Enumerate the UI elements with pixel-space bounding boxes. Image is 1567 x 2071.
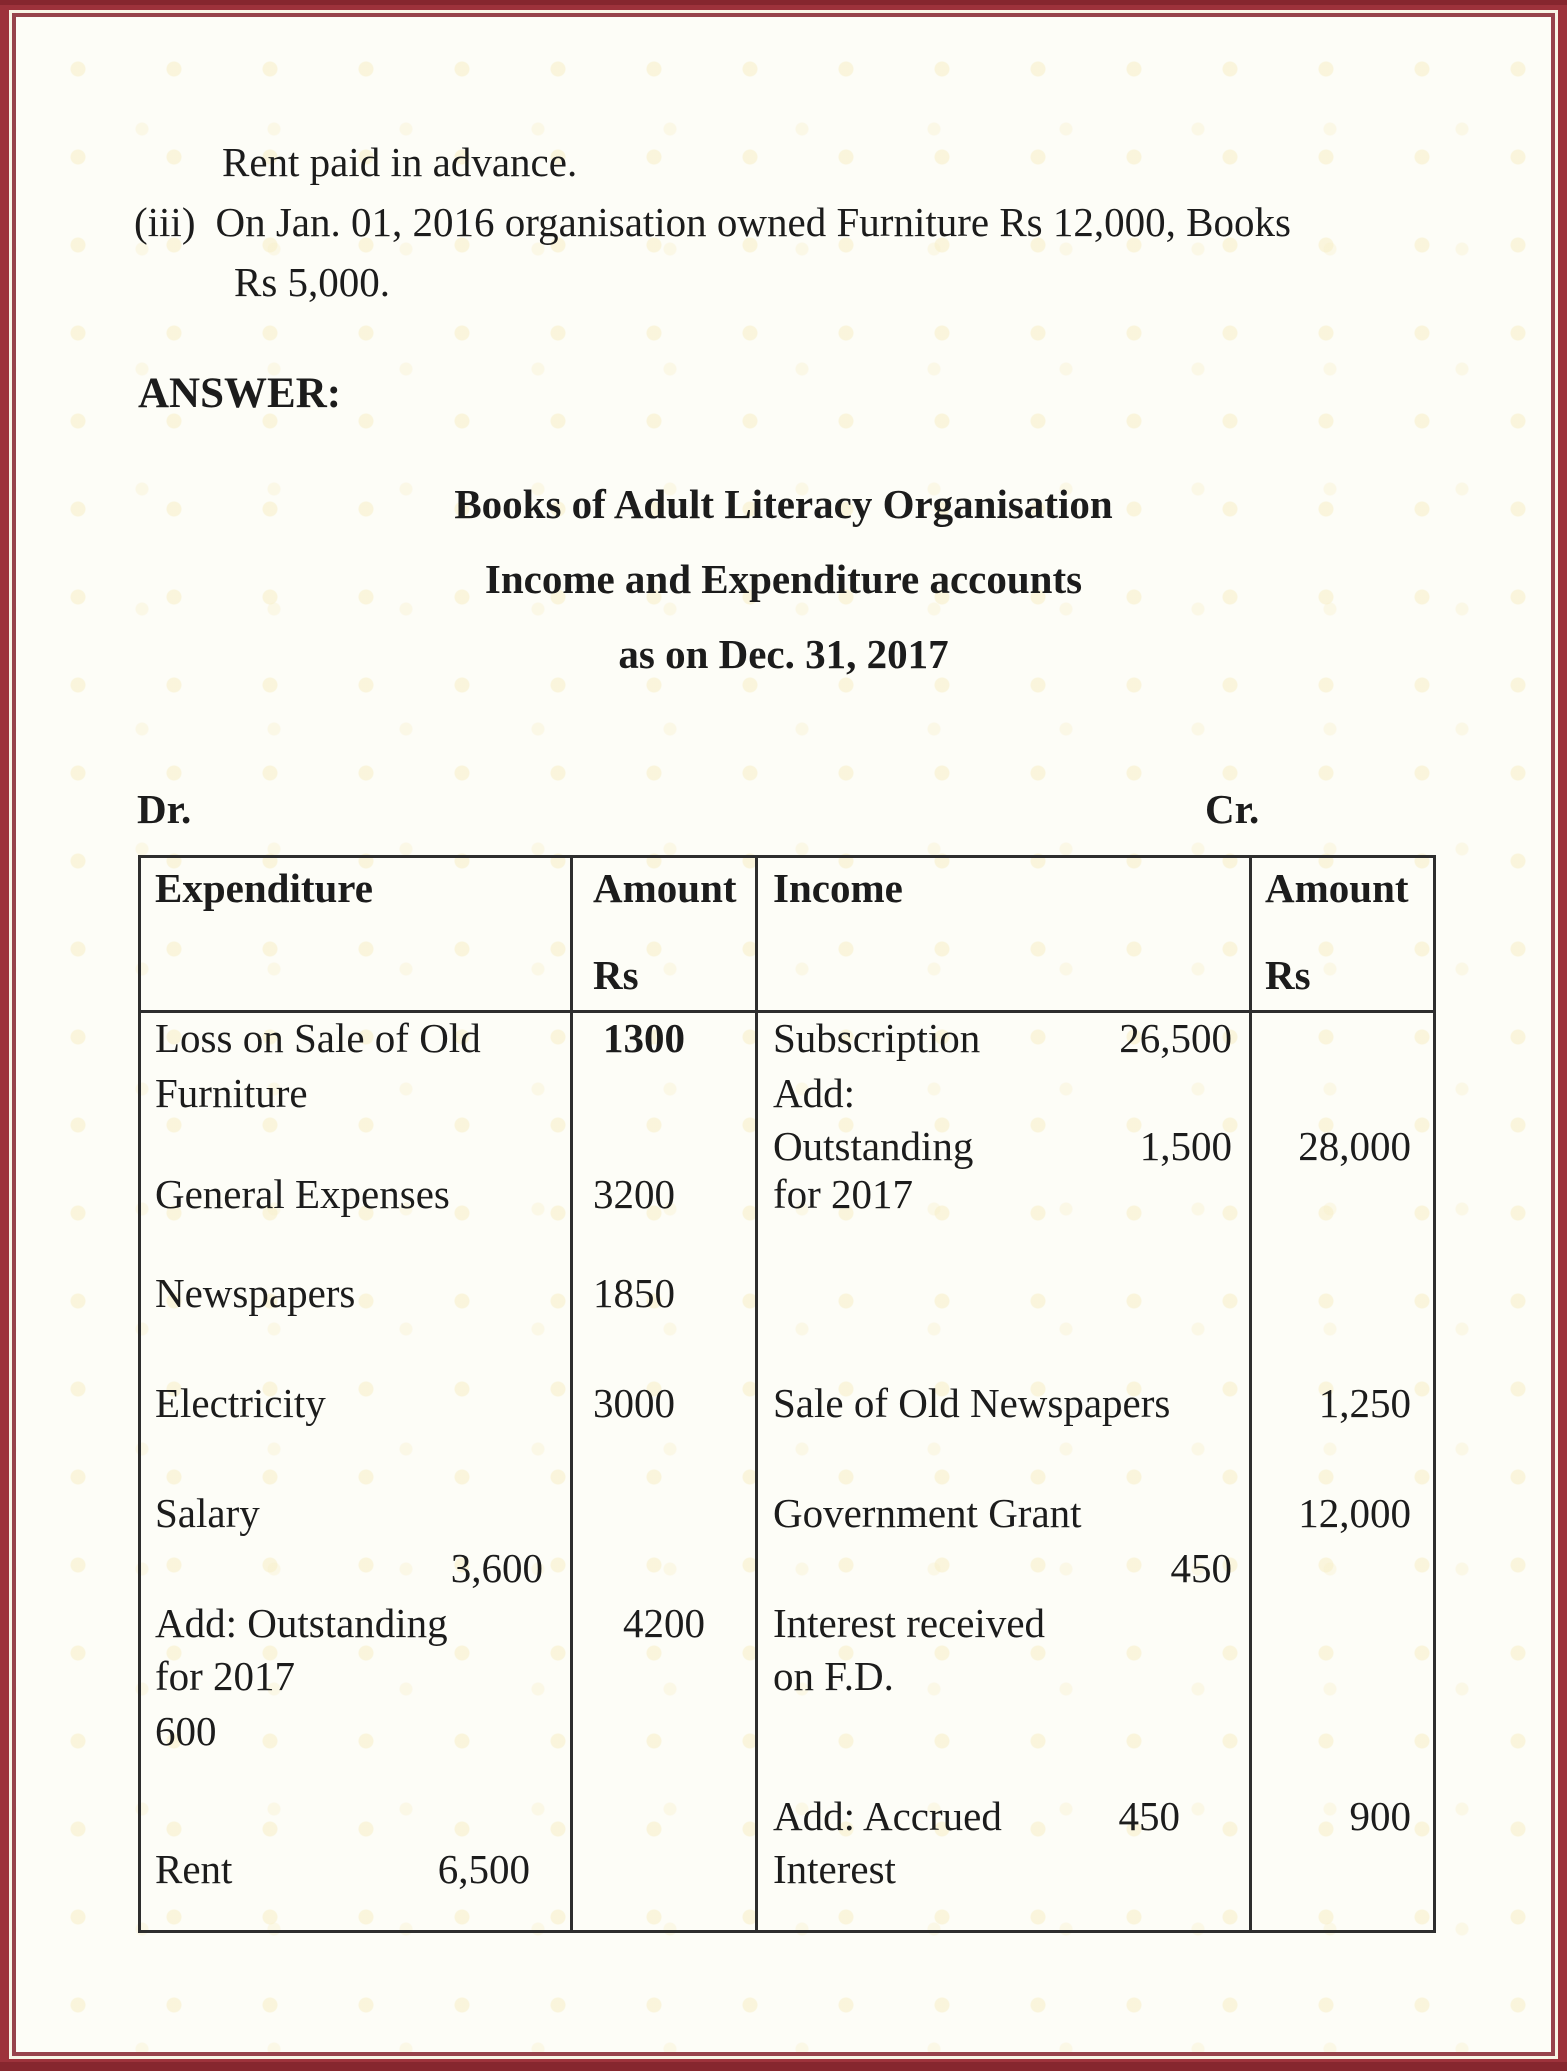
income-sub-amount: 1,500 (1139, 1123, 1232, 1169)
amount-cr-value: 28,000 (1298, 1123, 1411, 1169)
col-header-rs-right: Rs (1265, 952, 1311, 998)
income-item: Government Grant (773, 1490, 1082, 1536)
income-item: Add: (773, 1070, 855, 1116)
intro-line-rs5000: Rs 5,000. (234, 259, 391, 305)
title-account: Income and Expenditure accounts (484, 556, 1083, 602)
amount-dr-value: 4200 (623, 1600, 705, 1646)
income-item: Add: Accrued (773, 1793, 1002, 1839)
expenditure-sub-amount: 600 (155, 1708, 217, 1754)
expenditure-sub-amount: 6,500 (437, 1846, 530, 1892)
income-item: Sale of Old Newspapers (773, 1380, 1171, 1426)
expenditure-item: Salary (155, 1490, 260, 1536)
col-header-expenditure: Expenditure (155, 865, 373, 911)
frame-bottom-edge (0, 2062, 1567, 2071)
amount-dr-value: 3200 (593, 1171, 675, 1217)
amount-dr-value: 3000 (593, 1380, 675, 1426)
expenditure-item: Rent (155, 1846, 233, 1892)
income-sub-amount: 26,500 (1119, 1015, 1232, 1061)
amount-cr-value: 900 (1349, 1793, 1411, 1839)
intro-line-rent: Rent paid in advance. (222, 139, 578, 185)
income-item: Subscription (773, 1015, 981, 1061)
intro-line-text: On Jan. 01, 2016 organisation owned Furniture Rs 12,000, Books (215, 199, 1291, 245)
income-item: Outstanding (773, 1123, 974, 1169)
income-sub-amount: 450 (1118, 1793, 1180, 1839)
dr-label: Dr. (137, 786, 192, 832)
title-date: as on Dec. 31, 2017 (618, 631, 949, 677)
amount-dr-value: 1300 (603, 1015, 685, 1061)
income-outstanding-line (773, 1121, 1232, 1171)
table-divider-1 (570, 858, 573, 1930)
amount-cr-value: 1,250 (1318, 1380, 1411, 1426)
expenditure-item: for 2017 (155, 1653, 296, 1699)
expenditure-rent-line (155, 1844, 530, 1894)
title-organisation: Books of Adult Literacy Organisation (454, 481, 1113, 527)
amount-dr-value: 1850 (593, 1270, 675, 1316)
income-item: Interest (773, 1846, 896, 1892)
income-accrued-line (773, 1791, 1180, 1841)
expenditure-item: Electricity (155, 1380, 326, 1426)
expenditure-item: Add: Outstanding (155, 1600, 448, 1646)
expenditure-item: General Expenses (155, 1171, 450, 1217)
document-page (12, 13, 1555, 2056)
table-divider-2 (755, 858, 758, 1930)
income-item: for 2017 (773, 1171, 914, 1217)
amount-cr-value: 12,000 (1298, 1490, 1411, 1536)
expenditure-sub-amount: 3,600 (450, 1545, 543, 1591)
col-header-rs-left: Rs (593, 952, 639, 998)
income-expenditure-table (138, 855, 1436, 1933)
income-item: Interest received (773, 1600, 1046, 1646)
cr-label: Cr. (1205, 786, 1260, 832)
col-header-amount-right: Amount (1265, 865, 1409, 911)
income-sub-amount: 450 (1170, 1545, 1232, 1591)
frame-top-edge (0, 0, 1567, 5)
expenditure-item: Newspapers (155, 1270, 356, 1316)
col-header-amount-left: Amount (593, 865, 737, 911)
expenditure-item: Furniture (155, 1070, 308, 1116)
income-subscription-line (773, 1013, 1232, 1063)
income-item: on F.D. (773, 1653, 894, 1699)
expenditure-item: Loss on Sale of Old (155, 1015, 481, 1061)
col-header-income: Income (773, 865, 903, 911)
list-marker: (iii) (134, 199, 196, 245)
answer-heading: ANSWER: (138, 370, 342, 417)
intro-line-iii (134, 197, 1291, 247)
